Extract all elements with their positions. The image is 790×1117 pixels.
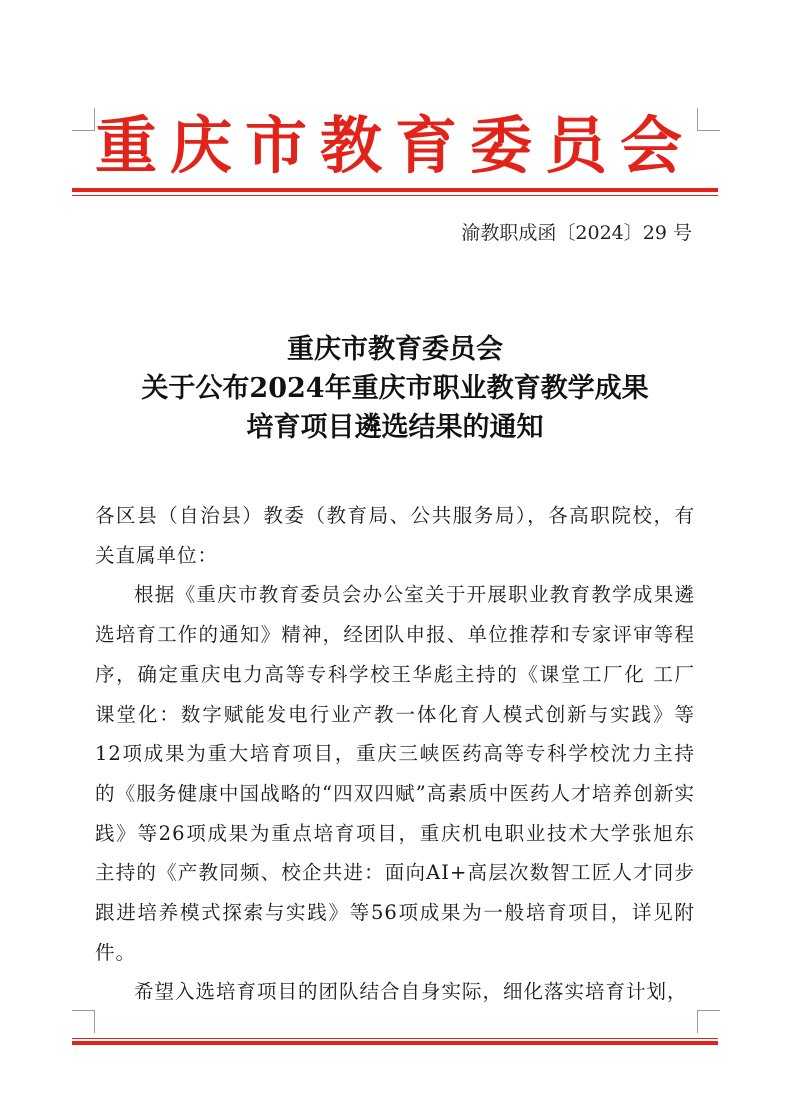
title-line-1: 重庆市教育委员会 bbox=[287, 334, 503, 365]
body-paragraph-2: 希望入选培育项目的团队结合自身实际，细化落实培育计划， bbox=[134, 980, 688, 1004]
footer-rule-thick bbox=[72, 1041, 718, 1045]
footer-rule-thin bbox=[72, 1038, 718, 1039]
crop-mark-bottom-right bbox=[697, 1010, 720, 1033]
letterhead-org-name: 重庆市教育委员会 bbox=[94, 109, 695, 182]
title-line-2: 关于公布2024年重庆市职业教育教学成果 bbox=[141, 373, 649, 404]
letterhead-rule-thick bbox=[72, 188, 718, 192]
salutation: 各区县（自治县）教委（教育局、公共服务局），各高职院校，有关直属单位： bbox=[95, 504, 695, 567]
letterhead-rule-thin bbox=[72, 195, 718, 196]
body-paragraph-1: 根据《重庆市教育委员会办公室关于开展职业教育教学成果遴选培育工作的通知》精神，经团队申报、单位推荐和专家评审等程序，确定重庆电力高等专科学校王华彪主持的《课堂工厂化 工厂课堂化：数字赋能发电行业产教一体化育人模式创新与实践》等12项成果为重大培育项目，重庆三峡医药高等专科学校沈力主持的《服务健康中国战略的“四双四赋”高素质中医药人才培养创新实践》等26项成果为重点培育项目，重庆机电职业技术大学张旭东主持的《产教同频、校企共进：面向AI+高层次数智工匠人才同步跟进培养模式探索与实践》等56项成果为一般培育项目，详见附件。 bbox=[95, 583, 695, 964]
title-line-3: 培育项目遴选结果的通知 bbox=[246, 412, 544, 443]
document-body bbox=[95, 496, 695, 1012]
crop-mark-bottom-left bbox=[72, 1010, 95, 1033]
document-title bbox=[72, 330, 718, 447]
document-number: 渝教职成函〔2024〕29 号 bbox=[461, 222, 692, 244]
